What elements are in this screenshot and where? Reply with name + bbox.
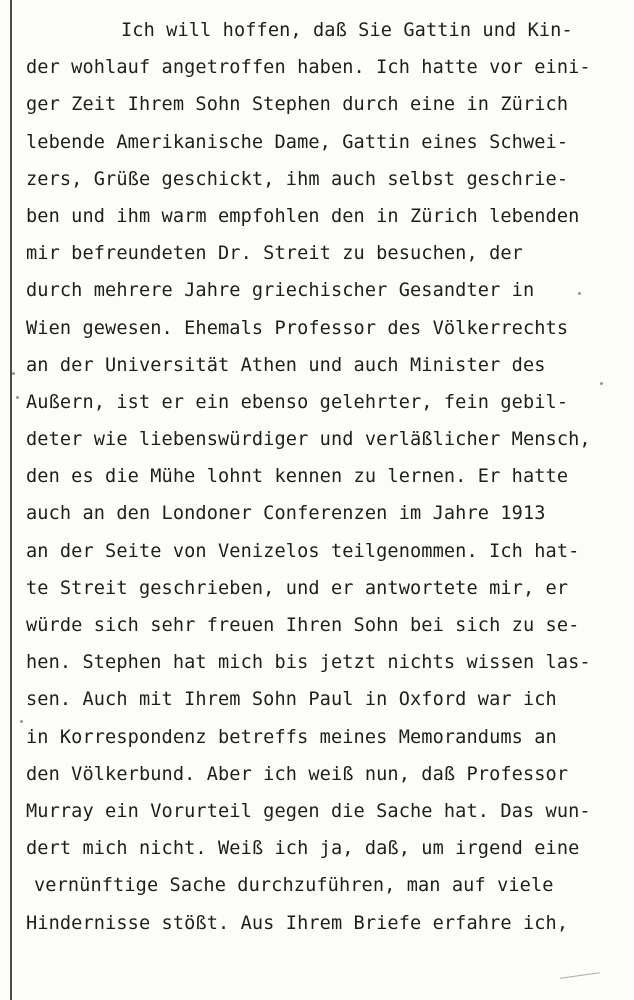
scan-speck: [600, 382, 603, 385]
text-line: Ich will hoffen, daß Sie Gattin und Kin-: [121, 20, 573, 41]
text-line: durch mehrere Jahre griechischer Gesandter in: [26, 280, 535, 302]
text-line: mir befreundeten Dr. Streit zu besuchen, der: [26, 243, 523, 265]
text-line: lebende Amerikanische Dame, Gattin eines Schwei-: [26, 131, 569, 153]
letter-body: [26, 12, 626, 942]
text-line: te Streit geschrieben, und er antwortete mir, er: [26, 577, 569, 599]
left-margin-rule: [10, 0, 12, 1000]
text-line: deter wie liebenswürdiger und verläßlicher Mensch,: [26, 429, 591, 451]
text-line: an der Seite von Venizelos teilgenommen. Ich hat-: [26, 540, 580, 562]
text-line: vernünftige Sache durchzuführen, man auf viele: [34, 875, 554, 897]
text-line: ben und ihm warm empfohlen den in Zürich lebenden: [26, 205, 580, 227]
text-line: den Völkerbund. Aber ich weiß nun, daß Professor: [26, 763, 569, 785]
text-line: an der Universität Athen und auch Minister des: [26, 354, 546, 376]
text-line: Hindernisse stößt. Aus Ihrem Briefe erfahre ich,: [26, 912, 569, 934]
text-line: würde sich sehr freuen Ihren Sohn bei sich zu se-: [26, 615, 580, 636]
scan-mark: [560, 972, 600, 979]
scan-speck: [578, 292, 581, 295]
text-line: in Korrespondenz betreffs meines Memorandums an: [26, 726, 557, 748]
scan-speck: [16, 396, 19, 399]
text-line: Wien gewesen. Ehemals Professor des Völkerrechts: [26, 317, 569, 339]
scan-speck: [12, 372, 15, 375]
text-line: sen. Auch mit Ihrem Sohn Paul in Oxford war ich: [26, 689, 557, 711]
text-line: dert mich nicht. Weiß ich ja, daß, um irgend eine: [26, 838, 580, 860]
text-line: Murray ein Vorurteil gegen die Sache hat. Das wun-: [26, 800, 591, 822]
text-line: zers, Grüße geschickt, ihm auch selbst geschrie-: [26, 168, 569, 190]
text-line: hen. Stephen hat mich bis jetzt nichts wissen las-: [26, 652, 591, 674]
scan-speck: [20, 720, 23, 723]
text-line: Außern, ist er ein ebenso gelehrter, fein gebil-: [26, 391, 569, 413]
text-line: der wohlauf angetroffen haben. Ich hatte vor eini-: [26, 57, 591, 79]
text-line: den es die Mühe lohnt kennen zu lernen. Er hatte: [26, 466, 569, 488]
text-line: auch an den Londoner Conferenzen im Jahre 1913: [26, 503, 546, 525]
text-line: ger Zeit Ihrem Sohn Stephen durch eine in Zürich: [26, 94, 569, 116]
